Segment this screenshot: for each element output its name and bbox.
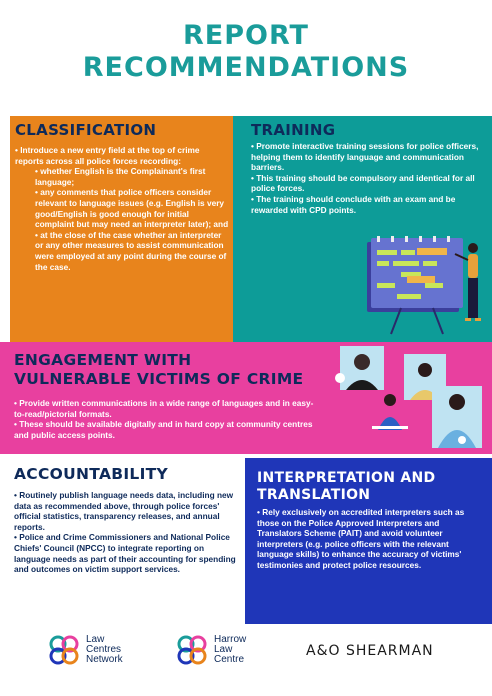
interpretation-panel: [245, 458, 492, 624]
harrow-logo-text: [214, 635, 246, 665]
classification-heading: CLASSIFICATION: [15, 121, 157, 139]
training-board-illustration: [233, 116, 492, 342]
classification-sub-1: • whether English is the Complainant's first language;: [35, 166, 206, 187]
lcn-line-1: Law: [86, 634, 105, 645]
classification-panel: [10, 116, 233, 342]
law-centres-network-logo: [48, 634, 123, 666]
interpretation-bullet-1: • Rely exclusively on accredited interpreters such as those on the Police Approved Interpreters and Translators Scheme (PAIT) and avoid volunteer interpreters (e.g. police officers with the relevant language skills) to enhance the accuracy of victims' testimonies and protect police resources.: [257, 507, 465, 570]
interpretation-heading: [257, 470, 435, 504]
engagement-heading-line-1: ENGAGEMENT WITH: [14, 351, 192, 369]
training-bullet-1: • Promote interactive training sessions for police officers, helping them to identify language and communication barriers.: [251, 141, 479, 173]
engagement-body: [14, 398, 314, 440]
harrow-line-3: Centre: [214, 654, 245, 665]
engagement-heading: [14, 351, 303, 389]
linked-rings-logo-icon: [48, 634, 82, 666]
accountability-body: [14, 490, 242, 575]
title-line-1: REPORT: [183, 20, 309, 51]
training-panel: [233, 116, 492, 342]
classification-intro: • Introduce a new entry field at the top of crime reports across all police forces recording:: [15, 145, 200, 166]
video-call-people-illustration: [312, 342, 492, 454]
lcn-line-2: Centres: [86, 644, 122, 655]
classification-body: [15, 145, 229, 272]
accountability-panel: [10, 460, 245, 610]
classification-sub-2: • any comments that police officers consider relevant to language issues (e.g. English is very good/English is good enough for initial complaint but may need an interpreter later); and: [35, 187, 229, 230]
interpretation-body: [257, 507, 483, 571]
training-bullet-3: • The training should conclude with an exam and be rewarded with CPD points.: [251, 193, 456, 215]
engagement-heading-line-2: VULNERABLE VICTIMS OF CRIME: [14, 370, 304, 388]
page-title: [0, 20, 492, 84]
lcn-line-3: Network: [86, 654, 123, 665]
classification-sub-3: • at the close of the case whether an interpreter or any other measures to assist communication were employed at any point during the course of the case.: [35, 229, 227, 272]
accountability-bullet-1: • Routinely publish language needs data, including new data as recommended above, through police forces' official statistics, transparency releases, and annual reports.: [14, 490, 234, 532]
engagement-bullet-1: • Provide written communications in a wide range of languages and in easy-to-read/pictorial formats.: [14, 398, 314, 419]
interpretation-heading-line-1: INTERPRETATION AND: [257, 470, 436, 486]
harrow-line-1: Harrow: [214, 634, 247, 645]
interpretation-heading-line-2: TRANSLATION: [257, 487, 371, 503]
ao-shearman-text: A&O SHEARMAN: [306, 643, 434, 659]
harrow-line-2: Law: [214, 644, 233, 655]
ao-shearman-logo: [306, 643, 434, 659]
harrow-law-centre-logo: [176, 634, 246, 666]
title-line-2: RECOMMENDATIONS: [82, 52, 410, 83]
lcn-logo-text: [86, 635, 123, 665]
training-heading: TRAINING: [251, 121, 336, 139]
accountability-heading: ACCOUNTABILITY: [14, 465, 169, 483]
engagement-bullet-2: • These should be available digitally and in hard copy at community centres and public access points.: [14, 419, 313, 440]
accountability-bullet-2: • Police and Crime Commissioners and National Police Chiefs' Council (NPCC) to integrate reporting on language needs as part of their accounting for spending and outcomes on victim support services.: [14, 532, 236, 575]
engagement-panel: [0, 342, 492, 454]
linked-rings-logo-icon: [176, 634, 210, 666]
training-bullet-2: • This training should be compulsory and identical for all police forces.: [251, 172, 475, 194]
